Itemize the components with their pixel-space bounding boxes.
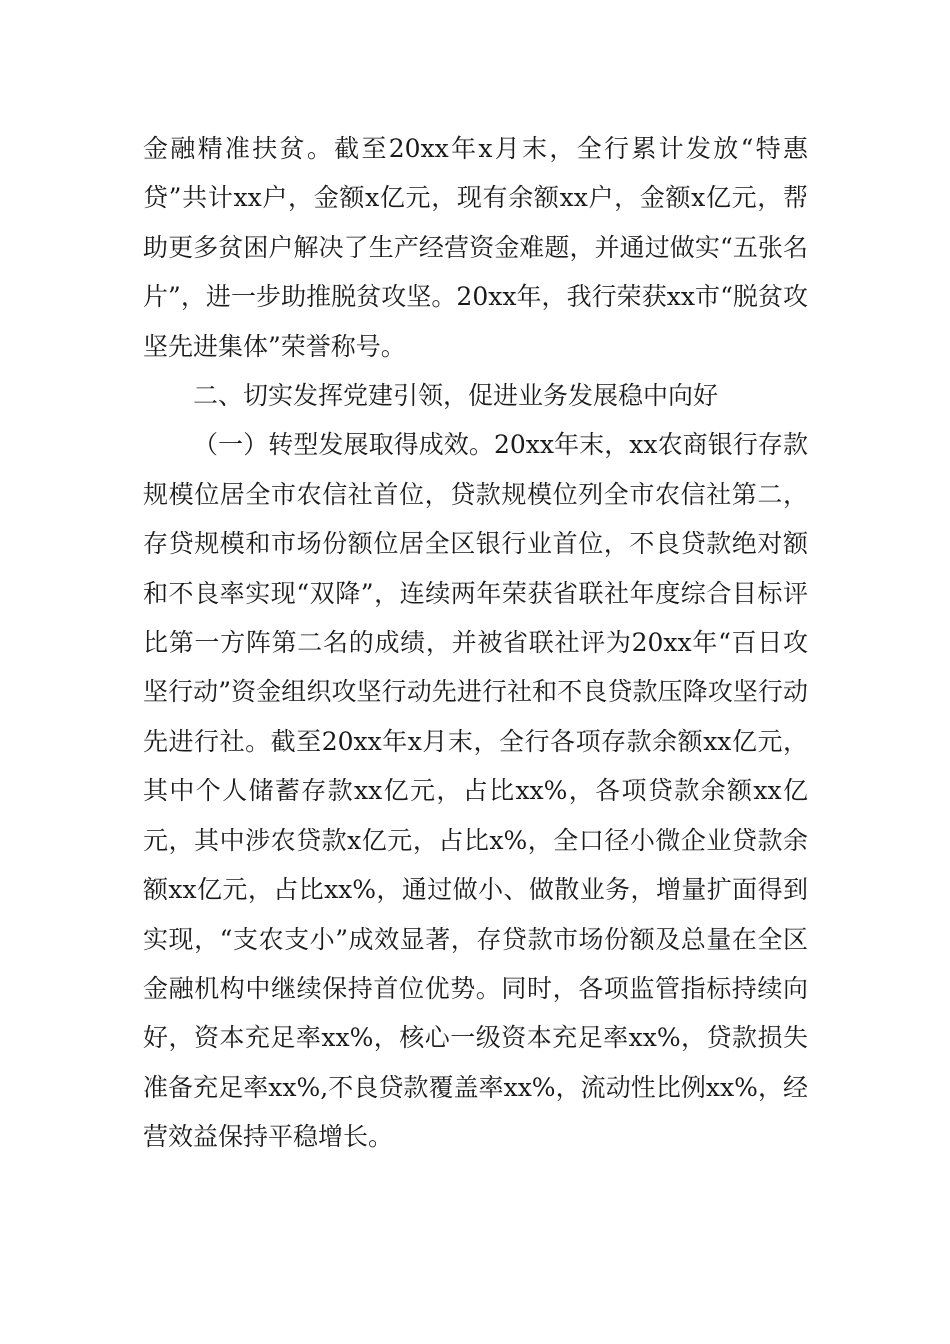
paragraph-transformation-results: （一）转型发展取得成效。20xx年末，xx农商银行存款规模位居全市农信社首位，贷款规模位列全市农信社第二，存贷规模和市场份额位居全区银行业首位，不良贷款绝对额和不良率实现“双降”，连续两年荣获省联社年度综合目标评比第一方阵第二名的成绩，并被省联社评为20xx年“百日攻坚行动”资金组织攻坚行动先进行社和不良贷款压降攻坚行动先进行社。截至20xx年x月末，全行各项存款余额xx亿元，其中个人储蓄存款xx亿元，占比xx%，各项贷款余额xx亿元，其中涉农贷款x亿元，占比x%，全口径小微企业贷款余额xx亿元，占比xx%，通过做小、做散业务，增量扩面得到实现，“支农支小”成效显著，存贷款市场份额及总量在全区金融机构中继续保持首位优势。同时，各项监管指标持续向好，资本充足率xx%，核心一级资本充足率xx%，贷款损失准备充足率xx%,不良贷款覆盖率xx%，流动性比例xx%，经营效益保持平稳增长。 [143, 430, 808, 1152]
paragraph-poverty-alleviation: 金融精准扶贫。截至20xx年x月末，全行累计发放“特惠贷”共计xx户，金额x亿元，现有余额xx户，金额x亿元，帮助更多贫困户解决了生产经营资金难题，并通过做实“五张名片”，进一步助推脱贫攻坚。20xx年，我行荣获xx市“脱贫攻坚先进集体”荣誉称号。 [143, 134, 808, 361]
section-heading-party-building: 二、切实发挥党建引领，促进业务发展稳中向好 [193, 381, 719, 411]
document-body [143, 124, 808, 1162]
